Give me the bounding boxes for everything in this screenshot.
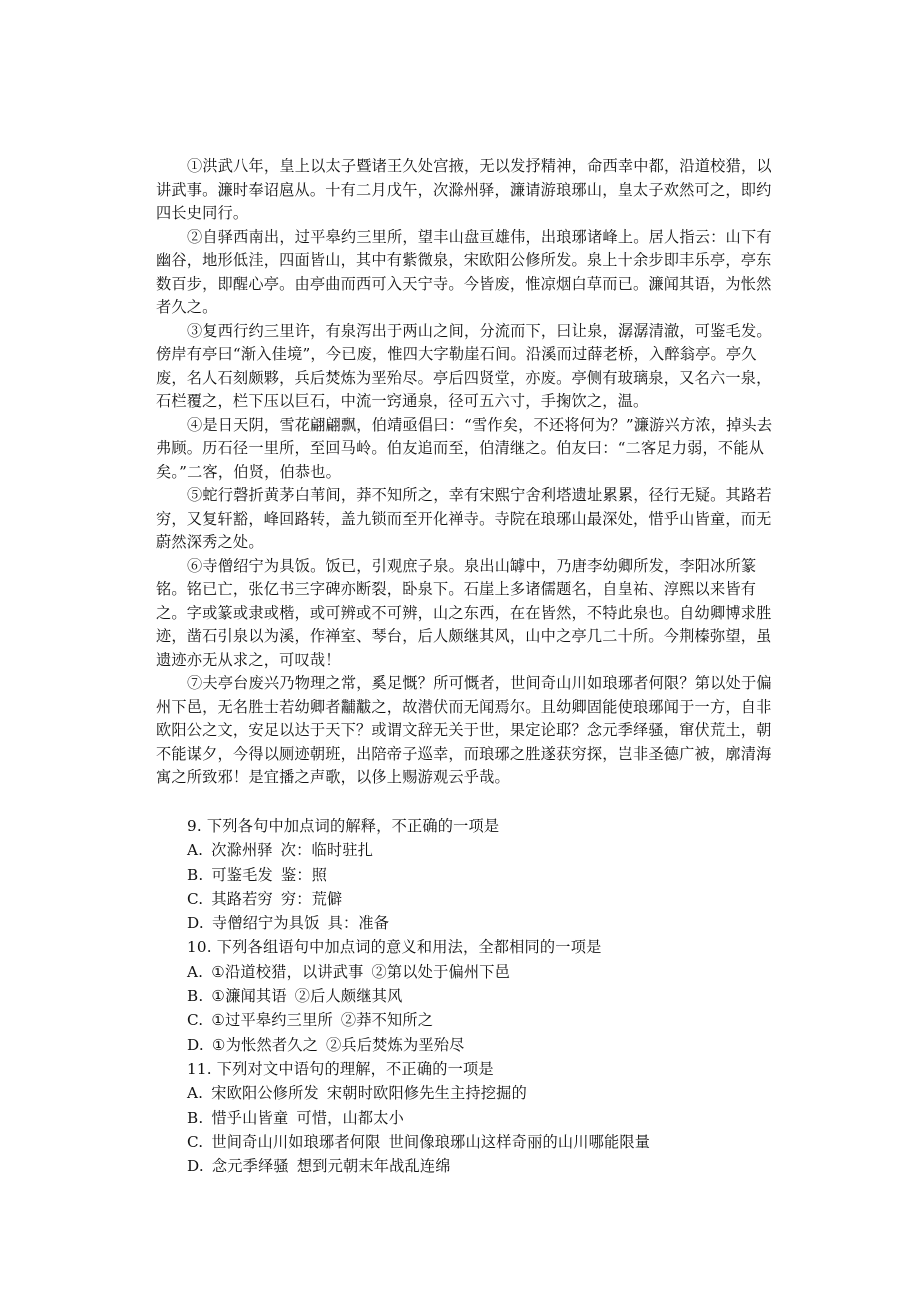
option-text: ①濂闻其语 <box>211 987 287 1006</box>
option-text: ①为怅然者久之 <box>211 1035 319 1054</box>
option-note: 具：准备 <box>327 914 390 933</box>
option-letter: D. <box>187 1035 204 1054</box>
question-9-option-c <box>187 887 783 911</box>
option-note: 鉴：照 <box>280 865 328 884</box>
option-note: ②第以处于偏州下邑 <box>371 962 511 981</box>
option-text: 宋欧阳公修所发 <box>211 1084 319 1103</box>
option-note: 想到元朝末年战乱连绵 <box>296 1157 451 1176</box>
option-letter: D. <box>187 1157 204 1176</box>
option-letter: A. <box>187 841 204 860</box>
option-text: 世间奇山川如琅琊者何限 <box>211 1132 381 1151</box>
paragraph-7: ⑦夫亭台废兴乃物理之常，奚足慨？所可慨者，世间奇山川如琅琊者何限？第以处于偏州下邑，无名胜士若幼卿者黼黻之，故潜伏而无闻焉尔。且幼卿固能使琅琊闻于一方，自非欧阳公之文，安足以达于天下？或谓文辞无关于世，果定论耶？念元季绎骚，窜伏荒土，朝不能谋夕，今得以厕迹朝班，出陪帝子巡幸，而琅琊之胜遂获穷探，岂非圣德广被，廓清海寓之所致邪！是宜播之声歌，以侈上赐游观云乎哉。 <box>156 674 772 786</box>
option-text: 次滁州驿 <box>211 841 273 860</box>
question-10-option-a <box>187 960 783 984</box>
paragraph-2: ②自驿西南出，过平皋约三里所，望丰山盘亘雄伟，出琅琊诸峰上。居人指云：山下有幽谷，地形低洼，四面皆山，其中有紫微泉，宋欧阳公修所发。泉上十余步即丰乐亭，亭东数百步，即醒心亭。由亭曲而西可入天宁寺。今皆废，惟凉烟白草而已。濂闻其语，为怅然者久之。 <box>156 227 772 316</box>
question-10-stem: 10. 下列各组语句中加点词的意义和用法，全都相同的一项是 <box>187 938 602 957</box>
question-10-option-c <box>187 1008 783 1032</box>
option-letter: A. <box>187 1084 204 1103</box>
question-10-option-d <box>187 1033 783 1057</box>
option-text: 其路若穷 <box>211 889 273 908</box>
option-letter: B. <box>187 865 204 884</box>
option-note: 穷：荒僻 <box>280 889 343 908</box>
option-note: 可惜，山都太小 <box>296 1108 405 1127</box>
question-9-stem: 9. 下列各句中加点词的解释，不正确的一项是 <box>187 817 500 835</box>
option-letter: A. <box>187 962 204 981</box>
option-note: ②莽不知所之 <box>340 1011 434 1030</box>
option-note: 次：临时驻扎 <box>280 841 374 860</box>
paragraph-4: ④是日天阴，雪花翩翩飘，伯靖亟倡曰：“雪作矣，不还将何为？”濂游兴方浓，掉头去弗顾。历石径一里所，至回马岭。伯友追而至，伯清继之。伯友曰：“二客足力弱，不能从矣。”二客，伯贤，伯恭也。 <box>156 415 773 481</box>
option-text: 可鉴毛发 <box>211 865 273 884</box>
option-note: 宋朝时欧阳修先生主持挖掘的 <box>326 1084 527 1103</box>
option-letter: B. <box>187 987 204 1006</box>
option-text: 惜乎山皆童 <box>211 1108 289 1127</box>
question-9-option-a <box>187 838 783 862</box>
option-letter: D. <box>187 914 204 933</box>
questions <box>187 814 783 1178</box>
paragraph-5: ⑤蛇行磬折黄茅白苇间，莽不知所之，幸有宋熙宁舍利塔遗址累累，径行无疑。其路若穷，又复轩豁，峰回路转，盖九锁而至开化禅寺。寺院在琅琊山最深处，惜乎山皆童，而无蔚然深秀之处。 <box>156 486 772 551</box>
question-11-option-c <box>187 1130 783 1154</box>
question-9-option-d <box>187 911 783 935</box>
option-letter: C. <box>187 889 204 908</box>
question-11-option-a <box>187 1081 783 1105</box>
question-9-option-b <box>187 863 783 887</box>
paragraph-6: ⑥寺僧绍宁为具饭。饭已，引观庶子泉。泉出山罅中，乃唐李幼卿所发，李阳冰所篆铭。铭已亡，张亿书三字碑亦断裂，卧泉下。石崖上多诸儒题名，自皇祐、淳熙以来皆有之。字或篆或隶或楷，或可辨或不可辨，山之东西，在在皆然，不特此泉也。自幼卿博求胜迹，凿石引泉以为溪，作禅室、琴台，后人颇继其风，山中之亭几二十所。今荆榛弥望，虽遗迹亦无从求之，可叹哉！ <box>156 556 772 669</box>
paragraph-1: ①洪武八年，皇上以太子暨诸王久处宫掖，无以发抒精神，命西幸中都，沿道校猎，以讲武事。濂时奉诏扈从。十有二月戊午，次滁州驿，濂请游琅琊山，皇太子欢然可之，即约四长史同行。 <box>156 157 772 222</box>
question-11-option-b <box>187 1106 783 1130</box>
question-10-option-b <box>187 984 783 1008</box>
option-letter: C. <box>187 1132 204 1151</box>
option-text: ①沿道校猎，以讲武事 <box>211 962 364 981</box>
question-11-option-d <box>187 1154 783 1178</box>
option-letter: B. <box>187 1108 204 1127</box>
option-note: 世间像琅琊山这样奇丽的山川哪能限量 <box>388 1132 651 1151</box>
option-letter: C. <box>187 1011 204 1030</box>
paragraph-3: ③复西行约三里许，有泉泻出于两山之间，分流而下，曰让泉，潺潺清澈，可鉴毛发。傍岸有亭曰“渐入佳境”，今已废，惟四大字勒崖石间。沿溪而过薛老桥，入醉翁亭。亭久废，名人石刻颇夥，兵后焚炼为垩殆尽。亭后四贤堂，亦废。亭侧有玻璃泉，又名六一泉，石栏覆之，栏下压以巨石，中流一窍通泉，径可五六寸，手掬饮之，温。 <box>156 321 772 410</box>
option-text: 寺僧绍宁为具饭 <box>211 914 320 933</box>
option-note: ②后人颇继其风 <box>294 987 403 1006</box>
passage <box>0 155 920 790</box>
question-11-stem: 11. 下列对文中语句的理解，不正确的一项是 <box>187 1059 494 1078</box>
option-text: 念元季绎骚 <box>211 1157 289 1176</box>
option-note: ②兵后焚炼为垩殆尽 <box>326 1035 465 1054</box>
option-text: ①过平皋约三里所 <box>211 1011 333 1030</box>
